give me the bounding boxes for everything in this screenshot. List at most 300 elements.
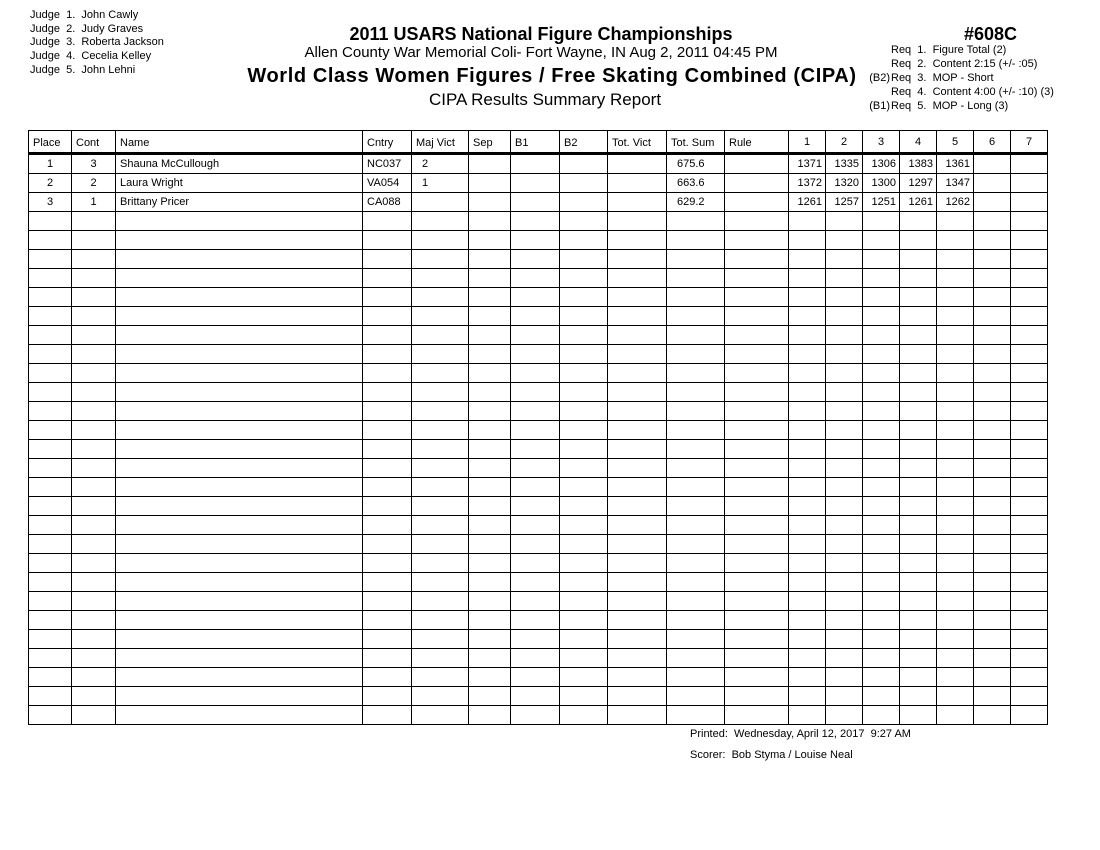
column-header: 7	[1011, 131, 1048, 154]
cell-cntry: NC037	[363, 154, 412, 174]
cell-j2	[826, 269, 863, 288]
cell-sep	[469, 478, 511, 497]
cell-j6	[974, 307, 1011, 326]
cell-j7	[1011, 193, 1048, 212]
cell-j7	[1011, 668, 1048, 687]
cell-name	[116, 269, 363, 288]
cell-maj-vict	[412, 554, 469, 573]
cell-tot-vict	[608, 174, 667, 193]
table-row	[29, 535, 1048, 554]
cell-place	[29, 535, 72, 554]
cell-j6	[974, 288, 1011, 307]
cell-place	[29, 383, 72, 402]
cell-j4	[900, 630, 937, 649]
cell-sep	[469, 383, 511, 402]
cell-rule	[725, 288, 789, 307]
cell-j6	[974, 630, 1011, 649]
cell-name	[116, 706, 363, 725]
cell-j3	[863, 288, 900, 307]
cell-j6	[974, 573, 1011, 592]
cell-j7	[1011, 421, 1048, 440]
cell-maj-vict	[412, 687, 469, 706]
cell-j6	[974, 440, 1011, 459]
cell-j2	[826, 706, 863, 725]
cell-j3	[863, 307, 900, 326]
cell-j2	[826, 668, 863, 687]
cell-j4	[900, 497, 937, 516]
cell-j4: 1383	[900, 154, 937, 174]
table-row	[29, 630, 1048, 649]
table-row	[29, 516, 1048, 535]
cell-b1	[511, 459, 560, 478]
cell-j1	[789, 649, 826, 668]
cell-j1	[789, 269, 826, 288]
column-header: Tot. Sum	[667, 131, 725, 154]
cell-sep	[469, 554, 511, 573]
table-row	[29, 706, 1048, 725]
judge-4: Judge 4. Cecelia Kelley	[30, 50, 152, 63]
cell-name	[116, 307, 363, 326]
cell-j5	[937, 307, 974, 326]
cell-b2	[560, 402, 608, 421]
cell-cont	[72, 383, 116, 402]
judge-1: Judge 1. John Cawly	[30, 9, 139, 21]
cell-tot-vict	[608, 383, 667, 402]
cell-sep	[469, 326, 511, 345]
column-header: 5	[937, 131, 974, 154]
cell-j6	[974, 611, 1011, 630]
cell-j5	[937, 440, 974, 459]
cell-sep	[469, 706, 511, 725]
cell-sep	[469, 364, 511, 383]
cell-j6	[974, 478, 1011, 497]
cell-j5: 1347	[937, 174, 974, 193]
cell-sep	[469, 288, 511, 307]
cell-maj-vict	[412, 364, 469, 383]
cell-rule	[725, 345, 789, 364]
venue-date: Allen County War Memorial Coli- Fort Wayne, IN Aug 2, 2011 04:45 PM	[304, 44, 778, 61]
cell-b2	[560, 174, 608, 193]
cell-j7	[1011, 269, 1048, 288]
cell-tot-sum	[667, 611, 725, 630]
cell-b2	[560, 440, 608, 459]
cell-j2	[826, 440, 863, 459]
cell-tot-vict	[608, 421, 667, 440]
cell-rule	[725, 554, 789, 573]
column-header: Maj Vict	[412, 131, 469, 154]
cell-j2	[826, 592, 863, 611]
cell-sep	[469, 668, 511, 687]
cell-tot-vict	[608, 269, 667, 288]
cell-j7	[1011, 535, 1048, 554]
cell-j2	[826, 212, 863, 231]
cell-j6	[974, 364, 1011, 383]
cell-cont	[72, 345, 116, 364]
cell-j7	[1011, 516, 1048, 535]
cell-b2	[560, 516, 608, 535]
table-row	[29, 364, 1048, 383]
judge-2: Judge 2. Judy Graves	[30, 22, 144, 35]
cell-tot-sum	[667, 478, 725, 497]
cell-j1	[789, 288, 826, 307]
cell-j1	[789, 402, 826, 421]
cell-rule	[725, 383, 789, 402]
cell-place	[29, 497, 72, 516]
cell-rule	[725, 630, 789, 649]
cell-tot-vict	[608, 440, 667, 459]
cell-b2	[560, 687, 608, 706]
cell-name	[116, 288, 363, 307]
cell-tot-vict	[608, 326, 667, 345]
cell-cntry	[363, 459, 412, 478]
cell-name	[116, 364, 363, 383]
cell-j2	[826, 459, 863, 478]
cell-j1	[789, 440, 826, 459]
cell-j7	[1011, 440, 1048, 459]
cell-sep	[469, 154, 511, 174]
cell-b1	[511, 212, 560, 231]
cell-j3	[863, 573, 900, 592]
cell-b1	[511, 383, 560, 402]
cell-b2	[560, 231, 608, 250]
cell-j3	[863, 421, 900, 440]
cell-j1	[789, 592, 826, 611]
cell-j1	[789, 364, 826, 383]
cell-tot-sum	[667, 307, 725, 326]
cell-b2	[560, 345, 608, 364]
cell-tot-sum	[667, 326, 725, 345]
cell-tot-vict	[608, 611, 667, 630]
cell-j5: 1361	[937, 154, 974, 174]
cell-name	[116, 535, 363, 554]
table-row	[29, 269, 1048, 288]
cell-tot-vict	[608, 307, 667, 326]
cell-maj-vict	[412, 630, 469, 649]
cell-cont	[72, 307, 116, 326]
cell-maj-vict	[412, 668, 469, 687]
cell-maj-vict	[412, 706, 469, 725]
cell-cont	[72, 459, 116, 478]
cell-b2	[560, 250, 608, 269]
cell-maj-vict	[412, 193, 469, 212]
cell-b2	[560, 668, 608, 687]
cell-j4	[900, 668, 937, 687]
cell-j3	[863, 383, 900, 402]
cell-tot-vict	[608, 478, 667, 497]
cell-b1	[511, 592, 560, 611]
cell-j3	[863, 345, 900, 364]
cell-sep	[469, 174, 511, 193]
cell-j5	[937, 288, 974, 307]
cell-sep	[469, 459, 511, 478]
cell-tot-sum	[667, 421, 725, 440]
cell-j4	[900, 440, 937, 459]
cell-b1	[511, 668, 560, 687]
cell-tot-sum	[667, 402, 725, 421]
cell-j5	[937, 421, 974, 440]
cell-name	[116, 611, 363, 630]
table-row	[29, 307, 1048, 326]
cell-j4	[900, 402, 937, 421]
cell-j3	[863, 497, 900, 516]
cell-j2	[826, 421, 863, 440]
cell-b1	[511, 516, 560, 535]
cell-tot-vict	[608, 364, 667, 383]
cell-tot-vict	[608, 497, 667, 516]
cell-tot-sum	[667, 554, 725, 573]
cell-name	[116, 573, 363, 592]
cell-maj-vict	[412, 269, 469, 288]
cell-j4	[900, 250, 937, 269]
cell-j7	[1011, 706, 1048, 725]
cell-tot-sum	[667, 535, 725, 554]
table-row	[29, 497, 1048, 516]
cell-j4	[900, 649, 937, 668]
cell-name	[116, 326, 363, 345]
column-header: 2	[826, 131, 863, 154]
cell-place	[29, 649, 72, 668]
cell-j2	[826, 649, 863, 668]
cell-b1	[511, 706, 560, 725]
cell-cont	[72, 668, 116, 687]
scorer: Scorer: Bob Styma / Louise Neal	[690, 749, 853, 761]
cell-name	[116, 516, 363, 535]
table-row	[29, 326, 1048, 345]
cell-rule	[725, 174, 789, 193]
cell-rule	[725, 154, 789, 174]
cell-cont	[72, 592, 116, 611]
cell-rule	[725, 478, 789, 497]
cell-sep	[469, 516, 511, 535]
cell-maj-vict	[412, 535, 469, 554]
cell-tot-sum	[667, 573, 725, 592]
cell-name	[116, 649, 363, 668]
cell-cont	[72, 212, 116, 231]
cell-tot-sum	[667, 383, 725, 402]
cell-b2	[560, 307, 608, 326]
cell-j3	[863, 535, 900, 554]
cell-cont	[72, 250, 116, 269]
cell-cntry	[363, 535, 412, 554]
cell-name: Shauna McCullough	[116, 154, 363, 174]
cell-b2	[560, 326, 608, 345]
cell-tot-vict	[608, 554, 667, 573]
cell-j2	[826, 326, 863, 345]
cell-cont: 2	[72, 174, 116, 193]
cell-sep	[469, 592, 511, 611]
cell-cont: 1	[72, 193, 116, 212]
requirement-3: (B2) Req 3. MOP - Short	[869, 72, 994, 84]
cell-name: Laura Wright	[116, 174, 363, 193]
cell-place: 3	[29, 193, 72, 212]
column-header: Place	[29, 131, 72, 154]
cell-tot-sum	[667, 592, 725, 611]
cell-j5	[937, 611, 974, 630]
cell-j4	[900, 364, 937, 383]
cell-place	[29, 269, 72, 288]
event-title: World Class Women Figures / Free Skating Combined (CIPA)	[247, 65, 857, 87]
cell-j5	[937, 231, 974, 250]
table-row	[29, 478, 1048, 497]
cell-place	[29, 706, 72, 725]
column-header: B2	[560, 131, 608, 154]
cell-rule	[725, 592, 789, 611]
cell-j7	[1011, 154, 1048, 174]
cell-place	[29, 345, 72, 364]
cell-j6	[974, 174, 1011, 193]
cell-cntry	[363, 611, 412, 630]
cell-j7	[1011, 288, 1048, 307]
cell-j5	[937, 478, 974, 497]
cell-b2	[560, 573, 608, 592]
cell-place	[29, 421, 72, 440]
cell-j6	[974, 269, 1011, 288]
cell-tot-sum	[667, 212, 725, 231]
cell-j6	[974, 592, 1011, 611]
cell-cont	[72, 402, 116, 421]
cell-j3	[863, 611, 900, 630]
cell-j1	[789, 706, 826, 725]
cell-name	[116, 592, 363, 611]
cell-j5	[937, 592, 974, 611]
cell-rule	[725, 535, 789, 554]
cell-sep	[469, 573, 511, 592]
cell-j2	[826, 497, 863, 516]
cell-b2	[560, 459, 608, 478]
cell-cntry	[363, 706, 412, 725]
cell-rule	[725, 326, 789, 345]
cell-tot-sum: 663.6	[667, 174, 725, 193]
cell-j5	[937, 345, 974, 364]
cell-rule	[725, 250, 789, 269]
table-row	[29, 154, 1048, 174]
cell-b2	[560, 288, 608, 307]
cell-b2	[560, 706, 608, 725]
cell-b2	[560, 649, 608, 668]
cell-j1	[789, 478, 826, 497]
judge-5: Judge 5. John Lehni	[30, 63, 136, 76]
cell-j4: 1297	[900, 174, 937, 193]
cell-j4	[900, 478, 937, 497]
cell-place	[29, 573, 72, 592]
cell-cntry	[363, 383, 412, 402]
cell-b2	[560, 269, 608, 288]
cell-j4	[900, 611, 937, 630]
cell-tot-sum	[667, 269, 725, 288]
cell-j6	[974, 212, 1011, 231]
cell-cont	[72, 326, 116, 345]
cell-j6	[974, 345, 1011, 364]
cell-j2	[826, 554, 863, 573]
table-header-row	[29, 131, 1048, 154]
cell-place	[29, 402, 72, 421]
cell-j3	[863, 668, 900, 687]
cell-rule	[725, 364, 789, 383]
cell-b1	[511, 288, 560, 307]
cell-j7	[1011, 478, 1048, 497]
cell-name	[116, 668, 363, 687]
cell-cntry	[363, 649, 412, 668]
cell-name	[116, 459, 363, 478]
cell-rule	[725, 193, 789, 212]
cell-maj-vict	[412, 478, 469, 497]
cell-maj-vict: 2	[412, 154, 469, 174]
cell-j5	[937, 687, 974, 706]
cell-maj-vict	[412, 383, 469, 402]
cell-j4	[900, 307, 937, 326]
cell-b1	[511, 269, 560, 288]
cell-j4	[900, 573, 937, 592]
cell-tot-vict	[608, 250, 667, 269]
cell-sep	[469, 250, 511, 269]
report-title: CIPA Results Summary Report	[428, 90, 662, 109]
cell-tot-sum: 629.2	[667, 193, 725, 212]
requirement-2: Req 2. Content 2:15 (+/- :05)	[891, 58, 1038, 70]
cell-rule	[725, 307, 789, 326]
cell-cntry	[363, 288, 412, 307]
cell-j5	[937, 554, 974, 573]
cell-place	[29, 307, 72, 326]
cell-tot-vict	[608, 649, 667, 668]
cell-name: Brittany Pricer	[116, 193, 363, 212]
cell-maj-vict	[412, 212, 469, 231]
cell-j4	[900, 535, 937, 554]
cell-j6	[974, 554, 1011, 573]
cell-place	[29, 668, 72, 687]
cell-j2	[826, 478, 863, 497]
cell-b1	[511, 326, 560, 345]
cell-j1	[789, 231, 826, 250]
cell-tot-vict	[608, 516, 667, 535]
cell-cntry: CA088	[363, 193, 412, 212]
cell-j7	[1011, 212, 1048, 231]
cell-maj-vict	[412, 231, 469, 250]
cell-j1	[789, 687, 826, 706]
column-header: Cntry	[363, 131, 412, 154]
cell-rule	[725, 516, 789, 535]
cell-b1	[511, 364, 560, 383]
cell-b1	[511, 649, 560, 668]
cell-cont	[72, 687, 116, 706]
judge-3: Judge 3. Roberta Jackson	[30, 36, 164, 49]
cell-sep	[469, 231, 511, 250]
cell-j6	[974, 231, 1011, 250]
cell-cont	[72, 516, 116, 535]
cell-j2	[826, 687, 863, 706]
cell-j5	[937, 326, 974, 345]
cell-j1	[789, 383, 826, 402]
cell-j1	[789, 421, 826, 440]
table-row	[29, 440, 1048, 459]
cell-j5	[937, 269, 974, 288]
cell-cntry	[363, 668, 412, 687]
cell-j7	[1011, 592, 1048, 611]
cell-tot-vict	[608, 193, 667, 212]
cell-j7	[1011, 573, 1048, 592]
printed-date: Printed: Wednesday, April 12, 2017 9:27 AM	[690, 728, 911, 740]
cell-j4	[900, 687, 937, 706]
cell-sep	[469, 269, 511, 288]
cell-cntry	[363, 326, 412, 345]
cell-sep	[469, 212, 511, 231]
cell-cntry	[363, 212, 412, 231]
cell-j6	[974, 497, 1011, 516]
cell-rule	[725, 687, 789, 706]
cell-name	[116, 440, 363, 459]
cell-cont	[72, 706, 116, 725]
cell-j4	[900, 383, 937, 402]
cell-j1	[789, 459, 826, 478]
